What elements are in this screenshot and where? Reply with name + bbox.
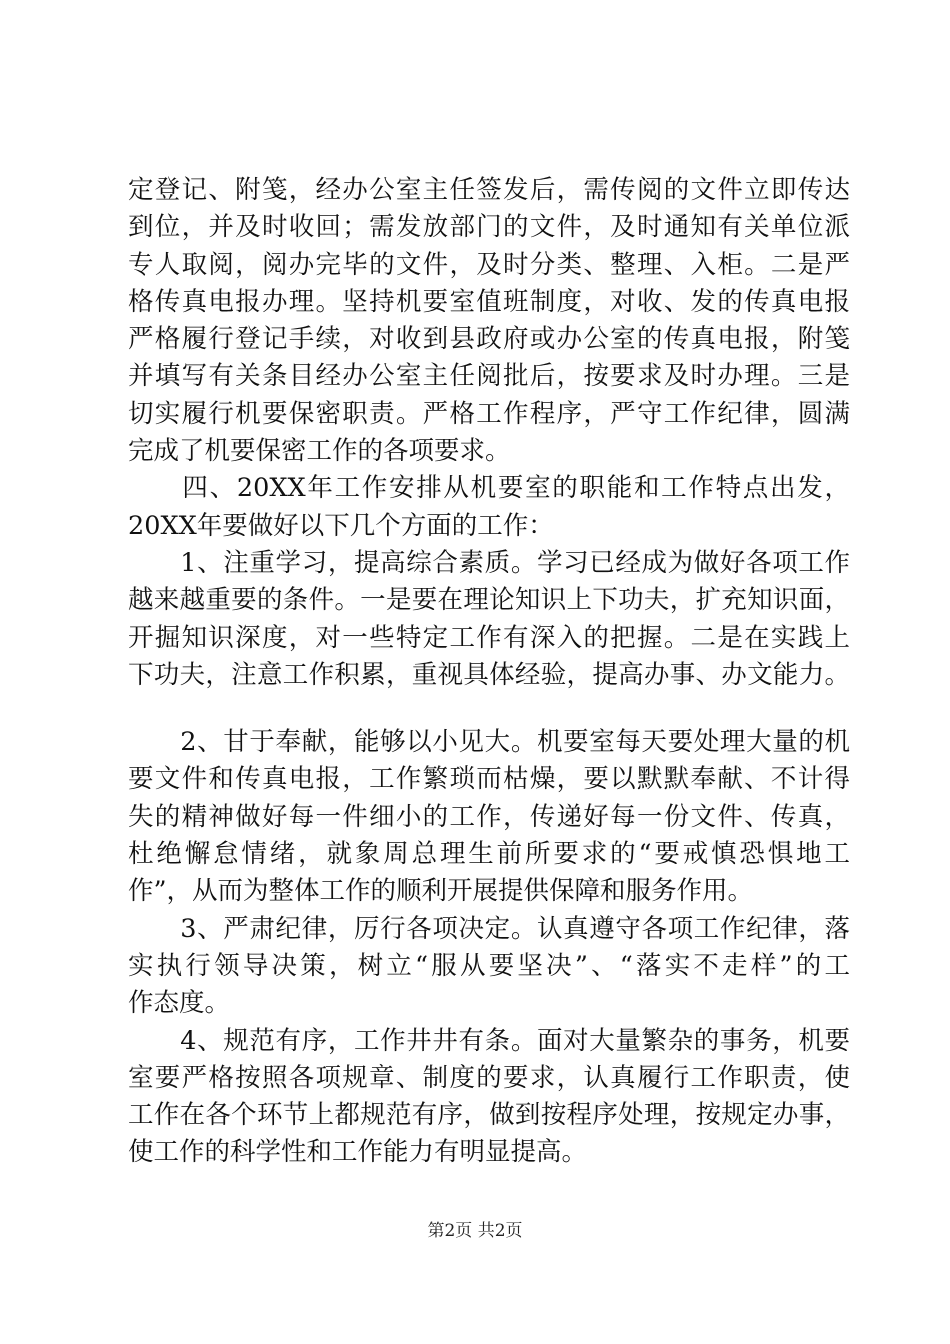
paragraph-gap [128,694,850,724]
body-line: 作态度。 [128,988,231,1019]
body-line: 并填写有关条目经办公室主任阅批后，按要求及时办理。三是 [128,361,850,392]
body-line: 切实履行机要保密职责。严格工作程序，严守工作纪律，圆满 [128,398,850,429]
body-line: 1、注重学习，提高综合素质。学习已经成为做好各项工作 [128,547,850,578]
body-line: 完成了机要保密工作的各项要求。 [128,436,511,467]
body-line: 杜绝懈怠情绪，就象周总理生前所要求的“要戒慎恐惧地工 [128,839,850,870]
body-line: 越来越重要的条件。一是要在理论知识上下功夫，扩充知识面， [128,585,850,616]
section-heading-line: 四、20XX年工作安排从机要室的职能和工作特点出发， [128,473,850,504]
body-line: 工作在各个环节上都规范有序，做到按程序处理，按规定办事， [128,1100,850,1131]
section-heading-line: 20XX年要做好以下几个方面的工作： [128,510,554,541]
body-line: 3、严肃纪律，厉行各项决定。认真遵守各项工作纪律，落 [128,913,850,944]
body-line: 作”，从而为整体工作的顺利开展提供保障和服务作用。 [128,876,754,907]
body-line: 室要严格按照各项规章、制度的要求，认真履行工作职责，使 [128,1062,850,1093]
body-line: 开掘知识深度，对一些特定工作有深入的把握。二是在实践上 [128,622,850,653]
document-body [128,172,850,1172]
body-line: 使工作的科学性和工作能力有明显提高。 [128,1137,588,1168]
body-line: 实执行领导决策，树立“服从要坚决”、“落实不走样”的工 [128,950,850,981]
body-line: 定登记、附笺，经办公室主任签发后，需传阅的文件立即传达 [128,175,850,205]
page-number-footer: 第2页 共2页 [427,1221,523,1241]
body-line: 下功夫，注意工作积累，重视具体经验，提高办事、办文能力。 [128,659,850,690]
body-line: 失的精神做好每一件细小的工作，传递好每一份文件、传真， [128,801,850,832]
body-line: 4、规范有序，工作井井有条。面对大量繁杂的事务，机要 [128,1025,850,1056]
body-line: 严格履行登记手续，对收到县政府或办公室的传真电报，附笺 [128,324,850,355]
body-line: 到位，并及时收回；需发放部门的文件，及时通知有关单位派 [128,212,850,243]
body-line: 格传真电报办理。坚持机要室值班制度，对收、发的传真电报 [128,286,850,317]
body-line: 要文件和传真电报，工作繁琐而枯燥，要以默默奉献、不计得 [128,764,850,795]
body-line: 专人取阅，阅办完毕的文件，及时分类、整理、入柜。二是严 [128,249,850,280]
body-line: 2、甘于奉献，能够以小见大。机要室每天要处理大量的机 [128,727,850,758]
